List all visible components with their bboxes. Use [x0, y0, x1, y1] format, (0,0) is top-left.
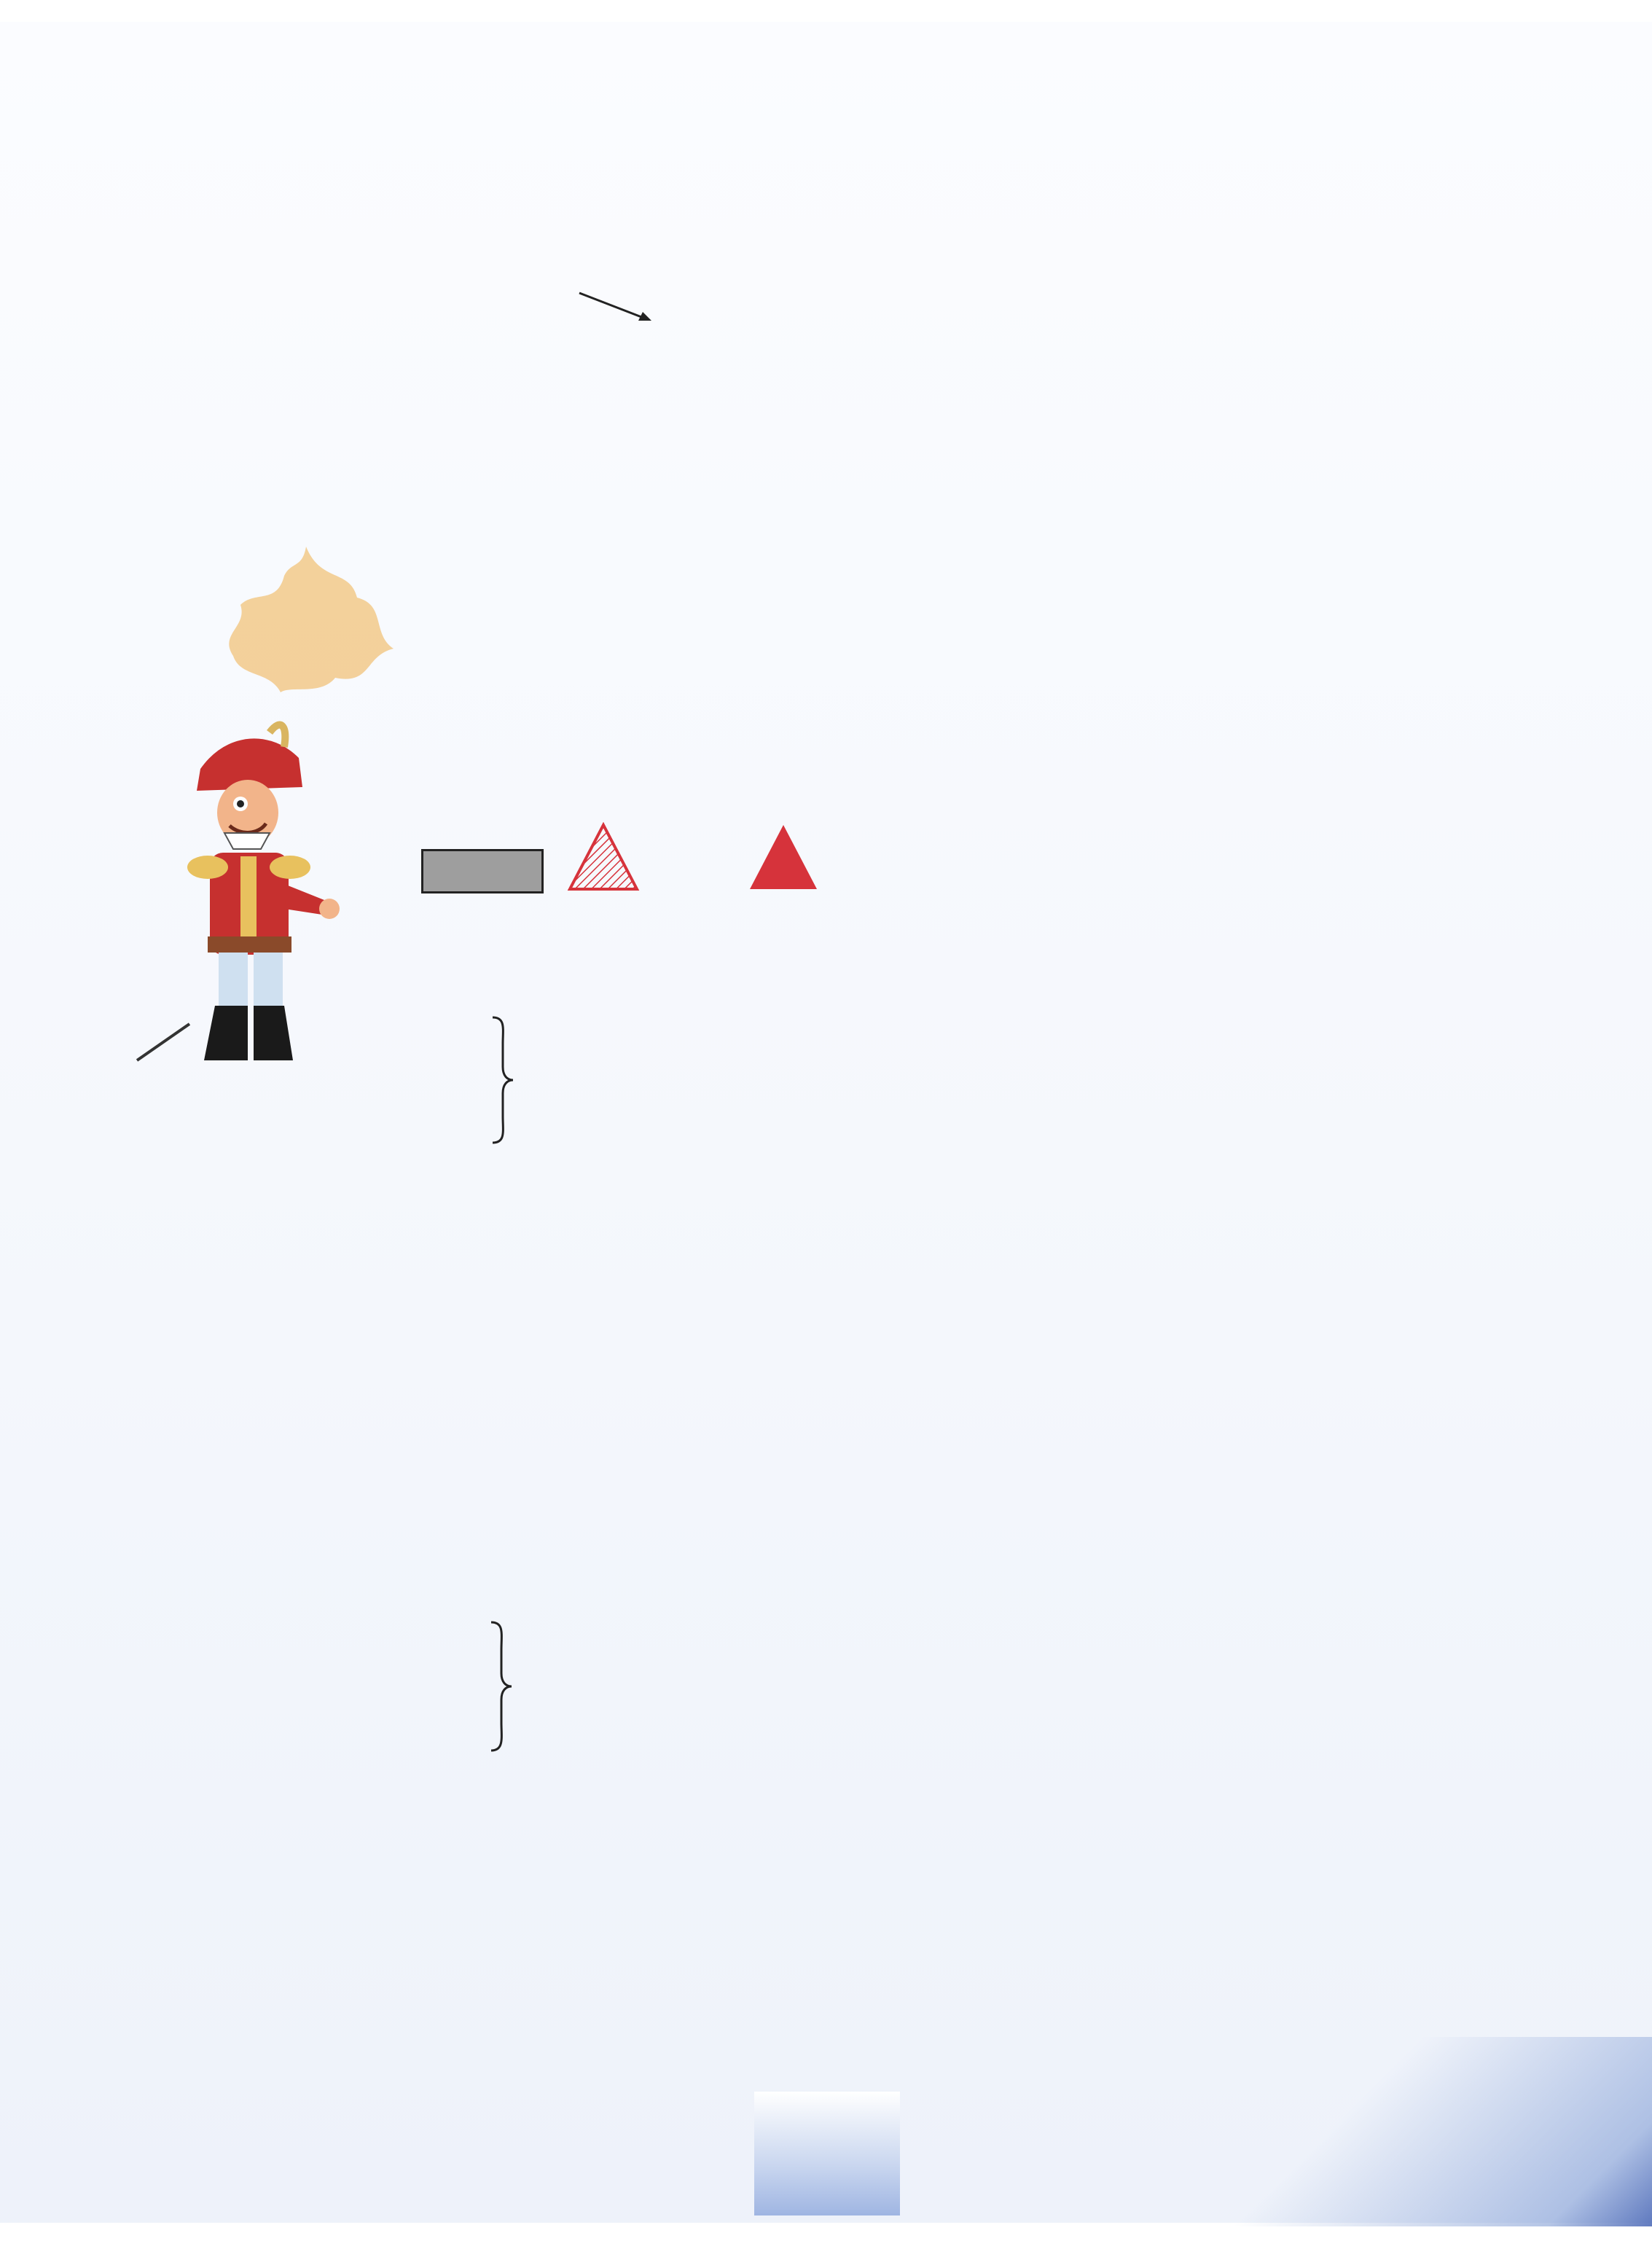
corner-gradient	[1142, 2037, 1652, 2226]
brace-icon	[487, 1619, 516, 1753]
brace-icon	[488, 1014, 517, 1146]
scheme-filled-triangle-icon	[747, 822, 820, 891]
page-background	[0, 22, 1652, 2223]
page-number-background	[754, 2092, 900, 2215]
section-a-heading	[421, 764, 482, 810]
section-b-heading	[421, 1459, 482, 1506]
splash-icon	[211, 539, 401, 700]
scheme-hatched-triangle-icon	[567, 822, 640, 891]
scheme-subject-box	[421, 849, 544, 893]
arrow-icon	[576, 284, 656, 328]
nutcracker-illustration	[131, 718, 364, 1097]
